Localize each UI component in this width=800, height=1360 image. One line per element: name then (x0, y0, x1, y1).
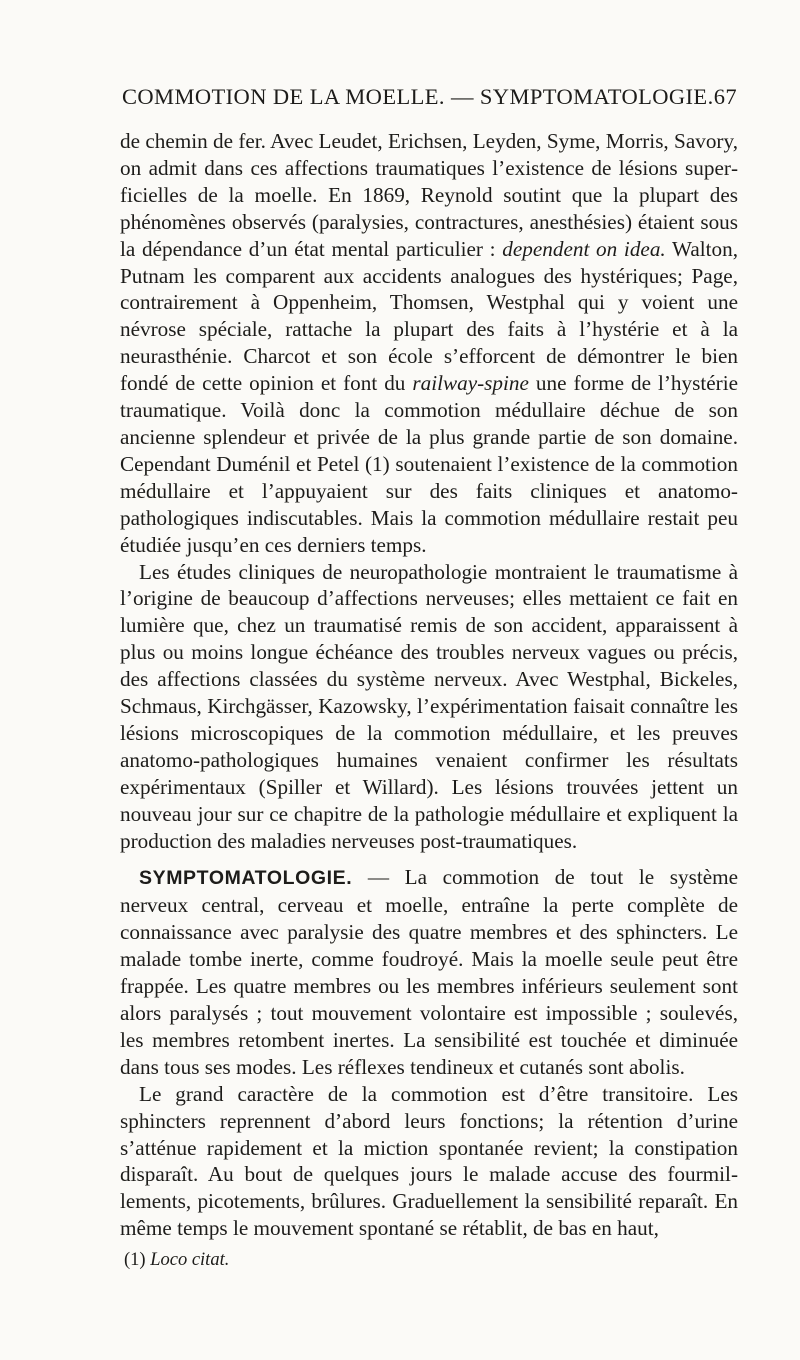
footnote-mark: (1) (124, 1250, 146, 1270)
paragraph-1-part-a: de chemin de fer. Avec Leudet, Erichsen, Leyden, Syme, Morris, Savory, on admit dans ces affections traumatiques l’existence de lésions superficielles de la moelle. En 1869, Reynold soutint que la plupart des phénomènes observés (paralysies, contractures, anesthésies) étaient sous la dépendance d’un état mental particulier : (120, 129, 738, 261)
term-railway-spine: railway-spine (412, 371, 529, 396)
quoted-phrase: dependent on idea. (502, 236, 666, 261)
paragraph-1-part-c: une forme de l’hystérie traumatique. Voilà donc la commotion médullaire déchue de son ancienne splendeur et privée de la plus grande partie de son domaine. Cependant Duménil et Petel (1) soutenaient l’existence de la commotion médullaire et l’appuyaient sur des faits cliniques et anatomo-pathologiques indiscutables. Mais la commotion médullaire restait peu étudiée jusqu’en ces derniers temps. (120, 371, 738, 557)
paragraph-3-text: — La commotion de tout le système nerveux central, cerveau et moelle, entraîne la perte complète de connaissance avec paralysie des quatre membres et des sphincters. Le malade tombe inerte, comme foudroyé. Mais la moelle seule peut être frappée. Les quatre membres ou les membres inférieurs seulement sont alors paralysés ; tout mouvement volontaire est impossible ; soulevés, les membres retombent inertes. La sensibilité est touchée et diminuée dans tous ses modes. Les réflexes tendineux et cutanés sont abolis. (120, 865, 738, 1079)
running-header (122, 84, 737, 114)
paragraph-1 (120, 128, 738, 559)
page-number: 67 (713, 84, 737, 109)
paragraph-2: Les études cliniques de neuropathologie montraient le traumatisme à l’origine de beaucoup d’affections nerveuses; elles mettaient ce fait en lumière que, chez un traumatisé remis de son accident, apparaissent à plus ou moins longue échéance des troubles nerveux vagues ou précis, des affections classées du système nerveux. Avec Westphal, Bickeles, Schmaus, Kirchgässer, Kazowsky, l’expérimentation faisait connaître les lésions microscopiques de la commotion médullaire, et les preuves anatomo-pathologiques humaines venaient confirmer les résultats expérimentaux (Spiller et Willard). Les lésions trouvées jettent un nouveau jour sur ce chapitre de la pathologie médullaire et expliquent la production des maladies nerveuses post-traumatiques. (120, 559, 738, 853)
paragraph-3 (120, 864, 738, 1080)
body-text (120, 128, 738, 1242)
footnote (124, 1248, 624, 1272)
paragraph-4: Le grand caractère de la commotion est d’être transitoire. Les sphincters reprennent d’abord leurs fonctions; la rétention d’urine s’atténue rapidement et la miction spontanée revient; la constipation disparaît. Au bout de quelques jours le malade accuse des fourmillements, picotements, brûlures. Graduellement la sensibilité reparaît. En même temps le mouvement spontané se rétablit, de bas en haut, (120, 1081, 738, 1241)
footnote-text: Loco citat. (150, 1250, 230, 1270)
running-title: COMMOTION DE LA MOELLE. — SYMPTOMATOLOGIE. (122, 84, 714, 109)
section-heading: SYMPTOMATOLOGIE. (139, 867, 353, 890)
paragraph-1-part-b: Walton, Putnam les comparent aux accidents analogues des hystériques; Page, contrairement à Oppenheim, Thomsen, Westphal qui y voient une névrose spéciale, rattache la plupart des faits à l’hystérie et à la neurasthénie. Charcot et son école s’efforcent de démontrer le bien fondé de cette opinion et font du (120, 236, 739, 396)
